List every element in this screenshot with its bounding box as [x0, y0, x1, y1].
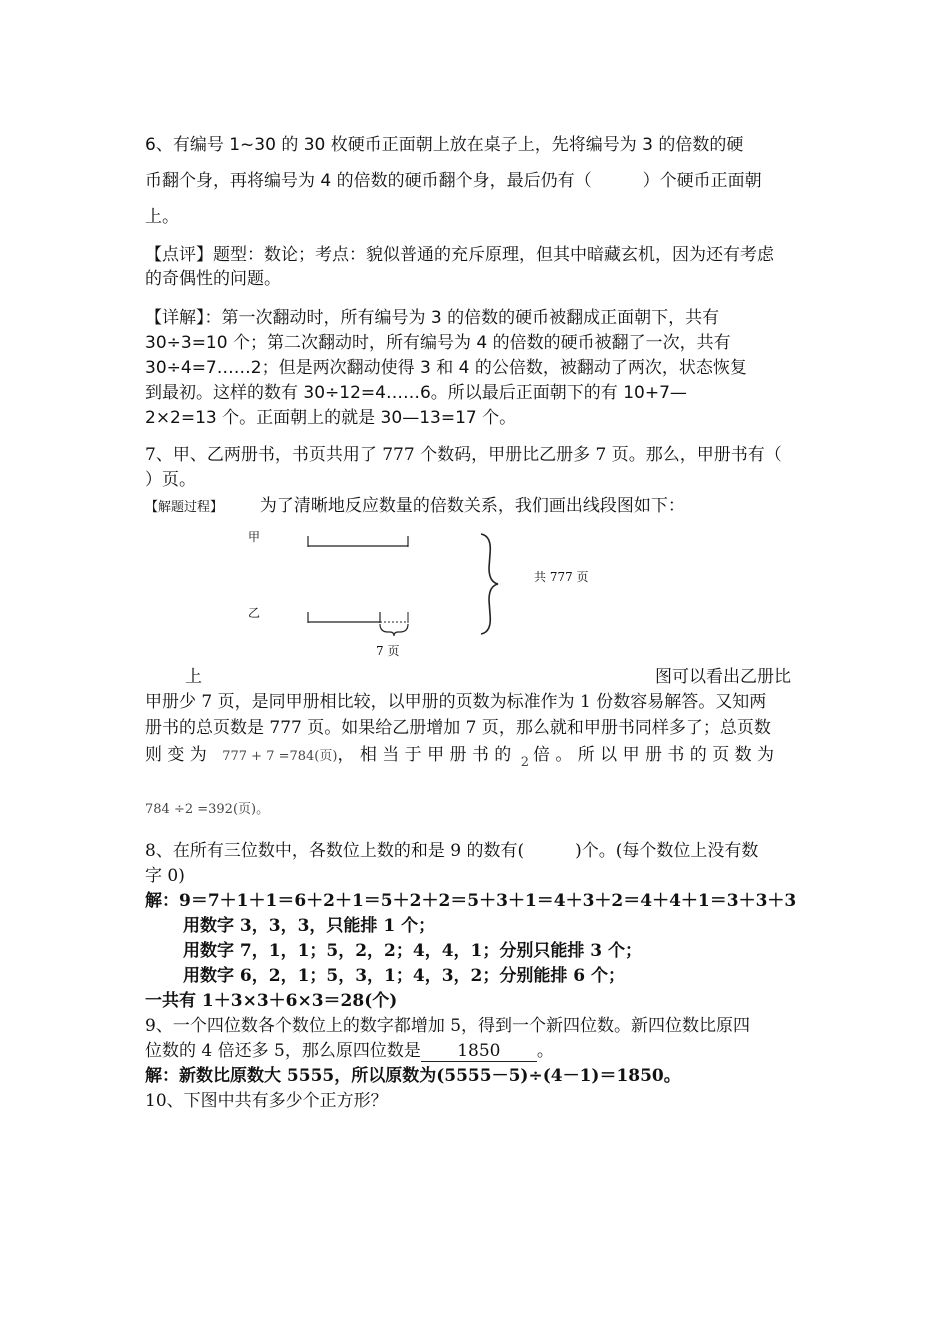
q8-solution-line3: 用数字 7，1，1；5，2，2；4，4，1；分别只能排 3 个； — [183, 941, 643, 961]
q7-line2: ）页。 — [145, 470, 196, 490]
q7-formula-total: 777 + 7 =784(页) — [222, 749, 338, 764]
q9-line2 — [145, 1036, 810, 1062]
q7-process — [145, 491, 810, 516]
q7-exp-a: 上 — [185, 667, 202, 687]
q9-line2-a: 位数的 4 倍还多 5，那么原四位数是 — [145, 1041, 421, 1061]
q6-line3: 上。 — [145, 207, 179, 227]
q6-detail-line4: 到最初。这样的数有 30÷12=4……6。所以最后正面朝下的有 10+7— — [145, 383, 687, 403]
q8-solution-line5: 一共有 1＋3×3＋6×3＝28(个) — [145, 991, 398, 1011]
q7-exp-line5: 784 ÷2 =392(页)。 — [145, 802, 270, 817]
q6-detail-line5: 2×2=13 个。正面朝上的就是 30—13=17 个。 — [145, 408, 517, 428]
q9-solution: 解：新数比原数大 5555，所以原数为(5555－5)÷(4－1)＝1850。 — [145, 1066, 681, 1086]
q6-review-line2: 的奇偶性的问题。 — [145, 269, 281, 289]
q7-exp4-b: ， 相 当 于 甲 册 书 的 — [337, 745, 512, 765]
q8-line2: 字 0) — [145, 866, 185, 886]
q7-exp4-a: 则 变 为 — [145, 745, 207, 765]
yi-segment — [308, 612, 408, 623]
difference-brace — [380, 624, 408, 636]
segment-diagram-svg — [240, 522, 620, 662]
q7-exp-line4 — [145, 740, 810, 770]
q6-line1: 6、有编号 1~30 的 30 枚硬币正面朝上放在桌子上，先将编号为 3 的倍数的硬 — [145, 135, 744, 155]
q7-exp-line2: 甲册少 7 页，是同甲册相比较，以甲册的页数为标准作为 1 份数容易解答。又知两 — [145, 692, 767, 712]
q10-line1: 10、下图中共有多少个正方形？ — [145, 1091, 388, 1111]
q6-detail-line1: 【详解】：第一次翻动时，所有编号为 3 的倍数的硬币被翻成正面朝下，共有 — [145, 308, 720, 328]
q8-solution-line4: 用数字 6，2，1；5，3，1；4，3，2；分别能排 6 个； — [183, 966, 626, 986]
fig-label-yi: 乙 — [248, 606, 261, 620]
q6-review-line1: 【点评】题型：数论；考点：貌似普通的充斥原理，但其中暗藏玄机，因为还有考虑 — [145, 245, 774, 265]
q9-line2-b: 。 — [536, 1041, 554, 1061]
total-brace — [481, 534, 498, 634]
q7-exp4-num: 2 — [520, 755, 529, 770]
fig-label-total: 共 777 页 — [534, 570, 589, 584]
q7-exp-b: 图可以看出乙册比 — [655, 667, 791, 687]
q7-line1: 7、甲、乙两册书，书页共用了 777 个数码，甲册比乙册多 7 页。那么，甲册书有（ — [145, 445, 782, 465]
q8-solution-line2: 用数字 3，3，3，只能排 1 个； — [183, 916, 436, 936]
q8-solution-line1: 解：9＝7＋1＋1＝6＋2＋1＝5＋2＋2＝5＋3＋1＝4＋3＋2＝4＋4＋1＝3＋3＋3 — [145, 891, 797, 911]
jia-segment — [308, 536, 408, 547]
q6-line2: 币翻个身，再将编号为 4 的倍数的硬币翻个身，最后仍有（ ）个硬币正面朝 — [145, 171, 762, 191]
q8-line1: 8、在所有三位数中，各数位上数的和是 9 的数有( )个。(每个数位上没有数 — [145, 841, 759, 861]
fig-label-diff: 7 页 — [376, 644, 400, 658]
q7-process-label: 【解题过程】 — [145, 500, 224, 515]
segment-diagram — [240, 522, 620, 662]
q9-answer-blank: 1850 — [421, 1042, 537, 1062]
fig-label-jia: 甲 — [248, 530, 261, 544]
q6-detail-line3: 30÷4=7……2；但是两次翻动使得 3 和 4 的公倍数，被翻动了两次，状态恢复 — [145, 358, 747, 378]
q7-process-text: 为了清晰地反应数量的倍数关系，我们画出线段图如下： — [259, 496, 685, 516]
q7-exp-line3: 册书的总页数是 777 页。如果给乙册增加 7 页，那么就和甲册书同样多了；总页数 — [145, 718, 771, 738]
q7-exp4-c: 倍 。 所 以 甲 册 书 的 页 数 为 — [532, 745, 775, 765]
q9-line1: 9、一个四位数各个数位上的数字都增加 5，得到一个新四位数。新四位数比原四 — [145, 1016, 751, 1036]
q6-detail-line2: 30÷3=10 个；第二次翻动时，所有编号为 4 的倍数的硬币被翻了一次，共有 — [145, 333, 731, 353]
